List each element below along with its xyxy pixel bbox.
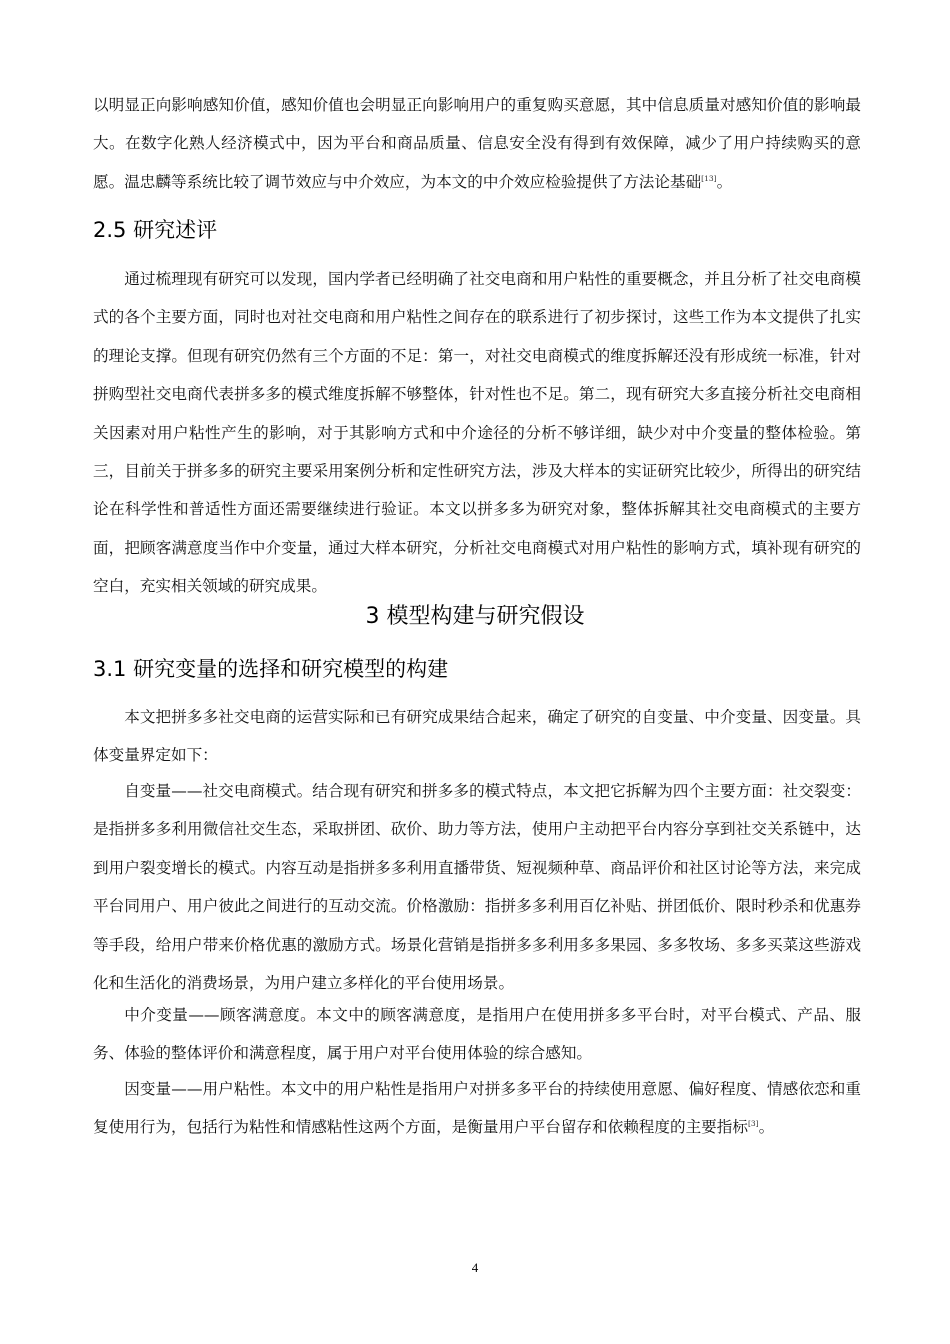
paragraph-dependent-variable bbox=[93, 1070, 861, 1147]
paragraph-mediator-text: 中介变量——顾客满意度。本文中的顾客满意度，是指用户在使用拼多多平台时，对平台模式、产品、服务、体验的整体评价和满意程度，属于用户对平台使用体验的综合感知。 bbox=[93, 1006, 861, 1063]
paragraph-dependent-text: 因变量——用户粘性。本文中的用户粘性是指用户对拼多多平台的持续使用意愿、偏好程度、情感依恋和重复使用行为，包括行为粘性和情感粘性这两个方面，是衡量用户平台留存和依赖程度的主要指标 bbox=[93, 1080, 861, 1137]
citation-ref: [3] bbox=[747, 1119, 759, 1129]
paragraph-review-text: 通过梳理现有研究可以发现，国内学者已经明确了社交电商和用户粘性的重要概念，并且分析了社交电商模式的各个主要方面，同时也对社交电商和用户粘性之间存在的联系进行了初步探讨，这些工作为本文提供了扎实的理论支撑。但现有研究仍然有三个方面的不足：第一，对社交电商模式的维度拆解还没有形成统一标准，针对拼购型社交电商代表拼多多的模式维度拆解不够整体，针对性也不足。第二，现有研究大多直接分析社交电商相关因素对用户粘性产生的影响，对于其影响方式和中介途径的分析不够详细，缺少对中介变量的整体检验。第三，目前关于拼多多的研究主要采用案例分析和定性研究方法，涉及大样本的实证研究比较少，所得出的研究结论在科学性和普适性方面还需要继续进行验证。本文以拼多多为研究对象，整体拆解其社交电商模式的主要方面，把顾客满意度当作中介变量，通过大样本研究，分析社交电商模式对用户粘性的影响方式，填补现有研究的空白，充实相关领域的研究成果。 bbox=[93, 270, 861, 596]
paragraph-top bbox=[93, 86, 861, 201]
paragraph-mediator-variable bbox=[93, 996, 861, 1073]
paragraph-dependent-tail: 。 bbox=[758, 1118, 775, 1137]
paragraph-independent-variable bbox=[93, 772, 861, 1002]
paragraph-intro bbox=[93, 698, 861, 775]
chapter-heading-3: 3 模型构建与研究假设 bbox=[365, 604, 585, 629]
section-heading-2-5: 2.5 研究述评 bbox=[93, 218, 218, 242]
paragraph-intro-text: 本文把拼多多社交电商的运营实际和已有研究成果结合起来，确定了研究的自变量、中介变量、因变量。具体变量界定如下： bbox=[93, 708, 861, 765]
paragraph-top-tail: 。 bbox=[716, 172, 733, 191]
paragraph-review bbox=[93, 260, 861, 606]
paragraph-independent-text: 自变量——社交电商模式。结合现有研究和拼多多的模式特点，本文把它拆解为四个主要方面：社交裂变：是指拼多多利用微信社交生态，采取拼团、砍价、助力等方法，使用户主动把平台内容分享到社交关系链中，达到用户裂变增长的模式。内容互动是指拼多多利用直播带货、短视频种草、商品评价和社区讨论等方法，来完成平台同用户、用户彼此之间进行的互动交流。价格激励：指拼多多利用百亿补贴、拼团低价、限时秒杀和优惠券等手段，给用户带来价格优惠的激励方式。场景化营销是指拼多多利用多多果园、多多牧场、多多买菜这些游戏化和生活化的消费场景，为用户建立多样化的平台使用场景。 bbox=[93, 782, 861, 993]
paragraph-top-text: 以明显正向影响感知价值，感知价值也会明显正向影响用户的重复购买意愿，其中信息质量对感知价值的影响最大。在数字化熟人经济模式中，因为平台和商品质量、信息安全没有得到有效保障，减少了用户持续购买的意愿。温忠麟等系统比较了调节效应与中介效应，为本文的中介效应检验提供了方法论基础 bbox=[93, 96, 861, 191]
page-number: 4 bbox=[471, 1260, 479, 1275]
section-heading-3-1: 3.1 研究变量的选择和研究模型的构建 bbox=[93, 657, 449, 681]
citation-ref: [13] bbox=[701, 173, 717, 183]
